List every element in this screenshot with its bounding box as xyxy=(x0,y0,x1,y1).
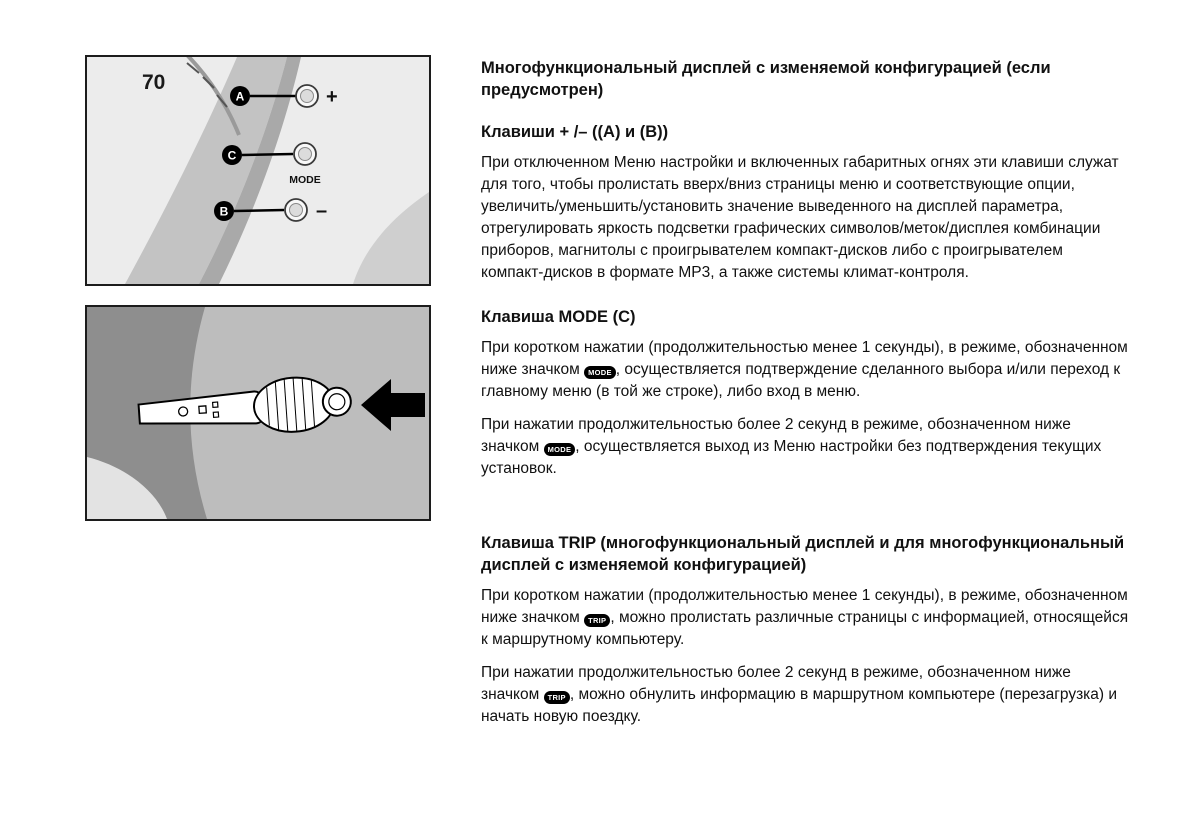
paragraph-mode-long-press xyxy=(481,414,1129,480)
mode-button-label: MODE xyxy=(289,174,321,186)
mode-short-press-icon: MODE xyxy=(584,366,616,379)
figure-steering-stalk xyxy=(85,305,431,521)
cluster-buttons-illustration xyxy=(87,57,429,284)
minus-sign-label: – xyxy=(316,200,328,222)
paragraph-mode-short-press xyxy=(481,337,1129,403)
page-title: Многофункциональный дисплей с изменяемой конфигурацией (если предусмотрен) xyxy=(481,59,1051,99)
plus-sign-label: + xyxy=(326,86,338,108)
paragraph-trip-reset xyxy=(481,662,1129,728)
paragraph-text: При нажатии продолжительностью более 2 секунд в режиме, обозначенном ниже значком xyxy=(481,416,1071,455)
heading-plus-minus-keys: Клавиши + /– ((A) и (B)) xyxy=(481,123,669,141)
callout-line-c xyxy=(242,154,293,155)
trip-reset-icon: TRIP xyxy=(544,691,570,704)
paragraph-text: , можно пролистать различные страницы с информацией, относящейся к маршрутному компьютеру. xyxy=(481,609,1129,648)
mode-button-cap xyxy=(299,148,312,161)
paragraph-text: При коротком нажатии (продолжительностью менее 1 секунды), в режиме, обозначенном ниже значком xyxy=(481,339,1128,378)
figure-cluster-buttons xyxy=(85,55,431,286)
paragraph-plus-minus: При отключенном Меню настройки и включенных габаритных огнях эти клавиши служат для того, чтобы пролистать вверх/вниз страницы меню и соответствующие опции, увеличить/уменьшить/установить значение выведенного на дисплей параметра, отрегулировать яркость подсветки графических символов/меток/дисплея комбинации приборов, магнитолы с проигрывателем компакт-дисков либо с проигрывателем компакт-дисков в формате MP3, а также системы климат-контроля. xyxy=(481,154,1119,281)
callout-b-label: B xyxy=(219,204,229,219)
paragraph-text: При коротком нажатии (продолжительностью менее 1 секунды), в режиме, обозначенном ниже значком xyxy=(481,587,1128,626)
callout-line-b xyxy=(234,210,284,211)
heading-trip-key: Клавиша TRIP (многофункциональный дисплей и для многофункциональный дисплей с изменяемой конфигурацией) xyxy=(481,534,1125,574)
callout-a-label: A xyxy=(235,89,245,104)
paragraph-text: , можно обнулить информацию в маршрутном компьютере (перезагрузка) и начать новую поездку. xyxy=(481,686,1118,725)
paragraph-trip-short-press xyxy=(481,585,1129,651)
minus-button-cap xyxy=(290,204,303,217)
trip-end-button xyxy=(322,387,352,417)
stalk-illustration xyxy=(87,307,429,519)
paragraph-text: , осуществляется подтверждение сделанного выбора и/или переход к главному меню (в той же строке), либо вход в меню. xyxy=(481,361,1121,400)
callout-c-label: C xyxy=(227,148,237,163)
text-column xyxy=(481,57,1129,739)
heading-mode-key: Клавиша MODE (C) xyxy=(481,308,636,326)
trip-short-press-icon: TRIP xyxy=(584,614,610,627)
plus-button-cap xyxy=(301,90,314,103)
speed-value-label: 70 xyxy=(142,71,166,94)
paragraph-text: При нажатии продолжительностью более 2 секунд в режиме, обозначенном ниже значком xyxy=(481,664,1071,703)
paragraph-text: , осуществляется выход из Меню настройки без подтверждения текущих установок. xyxy=(481,438,1102,477)
mode-long-press-icon: MODE xyxy=(544,443,576,456)
